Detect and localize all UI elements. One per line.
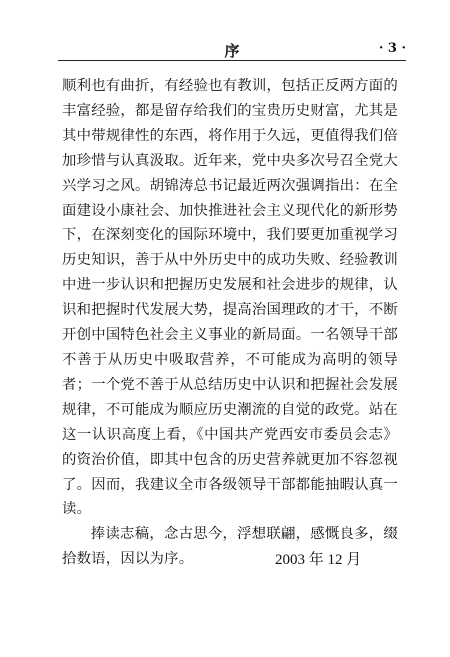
preface-date: 2003 年 12 月 — [275, 552, 362, 568]
body-paragraph-2: 捧读志稿，念古思今，浮想联翩，感慨良多，缀拾数语，因以为序。 — [62, 526, 398, 568]
page-header — [58, 34, 406, 61]
body-paragraph-1: 顺利也有曲折，有经验也有教训，包括正反两方面的丰富经验，都是留存给我们的宝贵历史财富，尤其是其中带规律性的东西，将作用于久远，更值得我们倍加珍惜与认真汲取。近年来，党中央多次号召全党大兴学习之风。胡锦涛总书记最近两次强调指出：在全面建设小康社会、加快推进社会主义现代化的新形势下，在深刻变化的国际环境中，我们要更加重视学习历史知识，善于从中外历史中的成功失败、经验教训中进一步认识和把握历史发展和社会进步的规律，认识和把握时代发展大势，提高治国理政的才干，不断开创中国特色社会主义事业的新局面。一名领导干部不善于从历史中吸取营养，不可能成为高明的领导者；一个党不善于从总结历史中认识和把握社会发展规律，不可能成为顺应历史潮流的自觉的政党。站在这一认识高度上看，《中国共产党西安市委员会志》的资治价值，即其中包含的历史营养就更加不容忽视了。因而，我建议全市各级领导干部都能抽暇认真一读。 — [62, 78, 398, 518]
page-body — [62, 74, 398, 572]
page-title: 序 — [224, 42, 240, 60]
page-number: · 3 · — [378, 41, 406, 56]
